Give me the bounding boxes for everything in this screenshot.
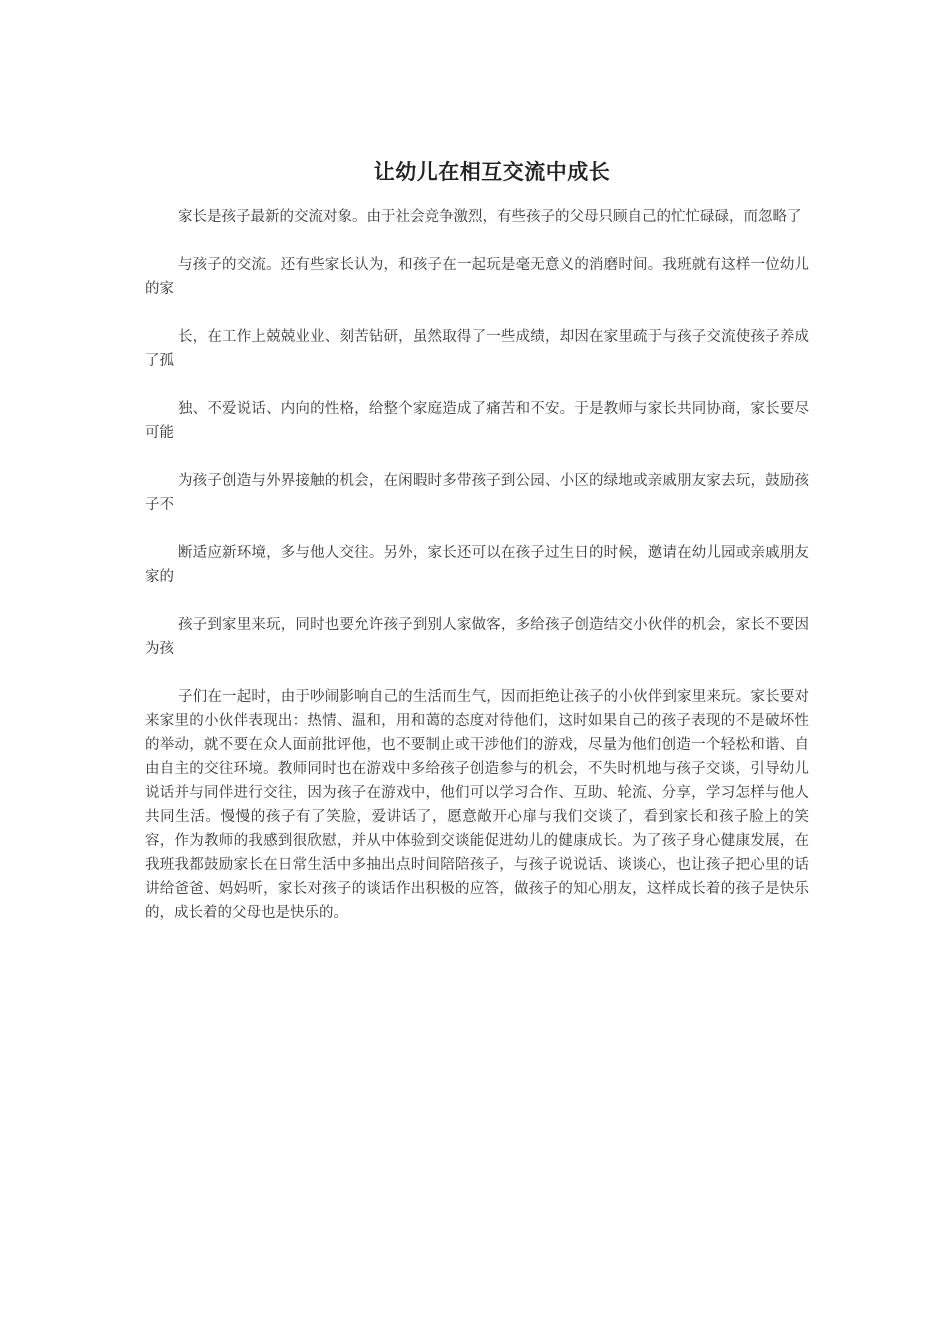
paragraph-2: 与孩子的交流。还有些家长认为，和孩子在一起玩是毫无意义的消磨时间。我班就有这样一位幼儿的家 — [145, 257, 809, 297]
paragraph-3: 长，在工作上兢兢业业、刻苦钻研，虽然取得了一些成绩，却因在家里疏于与孩子交流使孩子养成了孤 — [145, 329, 809, 369]
document-body — [145, 205, 809, 925]
document-title: 让幼儿在相互交流中成长 — [373, 159, 611, 184]
paragraph-7: 孩子到家里来玩，同时也要允许孩子到别人家做客，多给孩子创造结交小伙伴的机会，家长不要因为孩 — [145, 617, 809, 657]
paragraph-8: 子们在一起时，由于吵闹影响自己的生活而生气，因而拒绝让孩子的小伙伴到家里来玩。家长要对来家里的小伙伴表现出：热情、温和，用和蔼的态度对待他们，这时如果自己的孩子表现的不是破坏性的举动，就不要在众人面前批评他，也不要制止或干涉他们的游戏，尽量为他们创造一个轻松和谐、自由自主的交往环境。教师同时也在游戏中多给孩子创造参与的机会，不失时机地与孩子交谈，引导幼儿说话并与同伴进行交往，因为孩子在游戏中，他们可以学习合作、互助、轮流、分享，学习怎样与他人共同生活。慢慢的孩子有了笑脸，爱讲话了，愿意敞开心扉与我们交谈了，看到家长和孩子脸上的笑容，作为教师的我感到很欣慰，并从中体验到交谈能促进幼儿的健康成长。为了孩子身心健康发展，在我班我都鼓励家长在日常生活中多抽出点时间陪陪孩子，与孩子说说话、谈谈心，也让孩子把心里的话讲给爸爸、妈妈听，家长对孩子的谈话作出积极的应答，做孩子的知心朋友，这样成长着的孩子是快乐的，成长着的父母也是快乐的。 — [145, 689, 809, 921]
paragraph-4: 独、不爱说话、内向的性格，给整个家庭造成了痛苦和不安。于是教师与家长共同协商，家长要尽可能 — [145, 401, 809, 441]
paragraph-1: 家长是孩子最新的交流对象。由于社会竞争激烈，有些孩子的父母只顾自己的忙忙碌碌，而忽略了 — [178, 209, 802, 225]
paragraph-6: 断适应新环境，多与他人交往。另外，家长还可以在孩子过生日的时候，邀请在幼儿园或亲戚朋友家的 — [145, 545, 809, 585]
paragraph-5: 为孩子创造与外界接触的机会，在闲暇时多带孩子到公园、小区的绿地或亲戚朋友家去玩，鼓励孩子不 — [145, 473, 809, 513]
